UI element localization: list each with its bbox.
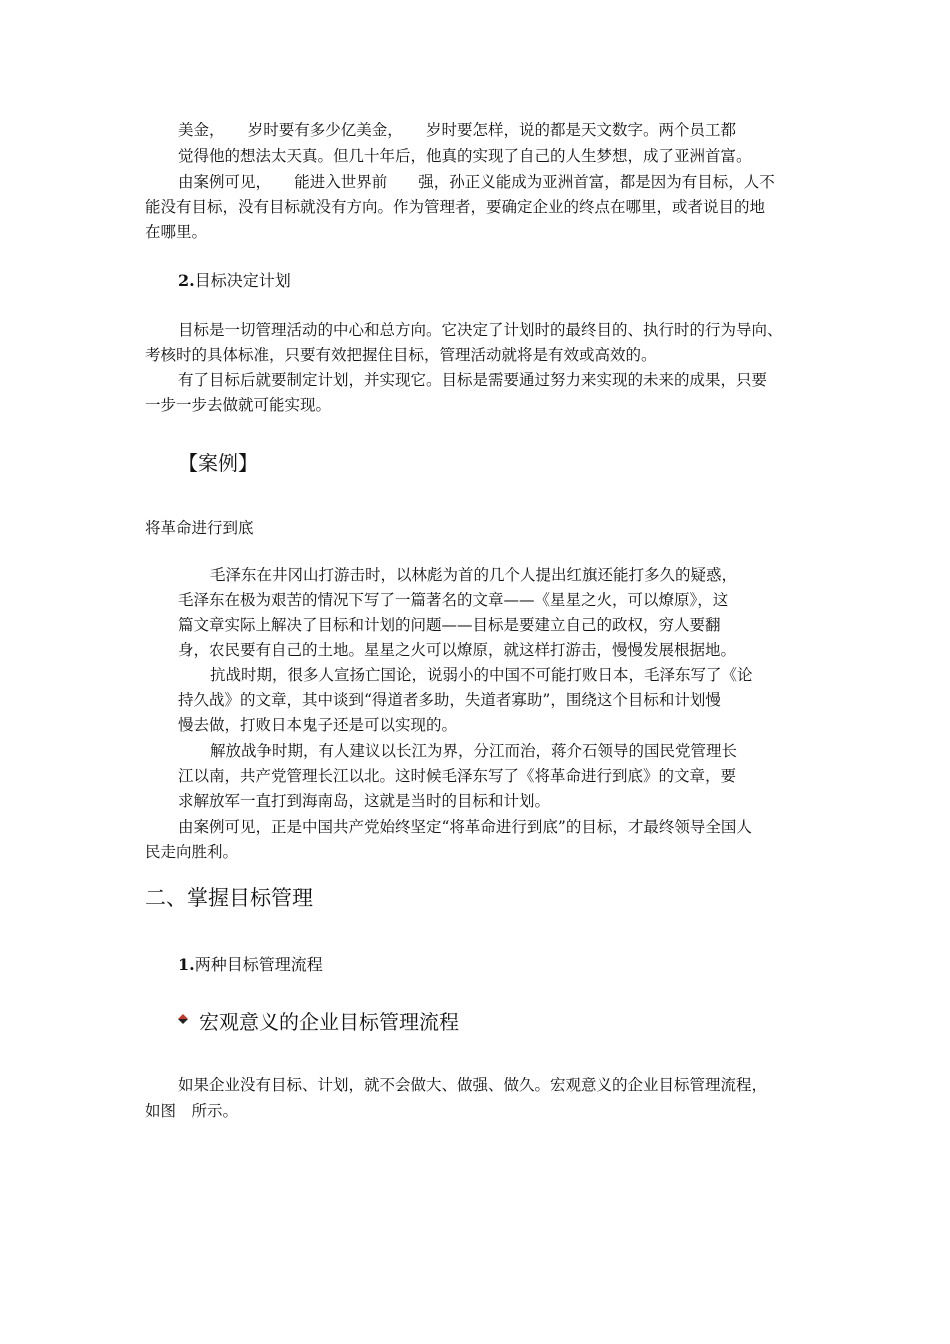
text-line: 慢去做，打败日本鬼子还是可以实现的。 [178, 716, 458, 734]
subheading-number: 1. [178, 955, 195, 974]
text-line: 能没有目标，没有目标就没有方向。作为管理者，要确定企业的终点在哪里，或者说目的地 [145, 198, 766, 216]
text-line: 解放战争时期，有人建议以长江为界，分江而治，蒋介石领导的国民党管理长 [210, 742, 738, 760]
subheading-text: 目标决定计划 [194, 271, 291, 290]
text-line: 美金， 岁时要有多少亿美金， 岁时要怎样，说的都是天文数字。两个员工都 [178, 121, 737, 139]
text-line: 由案例可见，正是中国共产党始终坚定“将革命进行到底”的目标，才最终领导全国人 [178, 818, 752, 836]
text-line: 身，农民要有自己的土地。星星之火可以燎原，就这样打游击，慢慢发展根据地。 [178, 641, 737, 659]
text-line: 如图 所示。 [145, 1102, 239, 1120]
case-heading: 【案例】 [178, 451, 258, 475]
section-heading: 二、掌握目标管理 [145, 886, 313, 910]
text-line: 持久战》的文章，其中谈到“得道者多助，失道者寡助”，围绕这个目标和计划慢 [178, 691, 721, 709]
text-line: 民走向胜利。 [145, 843, 239, 861]
text-line: 毛泽东在极为艰苦的情况下写了一篇著名的文章——《星星之火，可以燎原》，这 [178, 591, 729, 609]
text-line: 毛泽东在井冈山打游击时，以林彪为首的几个人提出红旗还能打多久的疑惑， [210, 566, 738, 584]
diamond-bullet-icon [178, 1014, 188, 1024]
case-title: 将革命进行到底 [145, 519, 254, 537]
text-line: 考核时的具体标准，只要有效把握住目标，管理活动就将是有效或高效的。 [145, 346, 657, 364]
text-line: 觉得他的想法太天真。但几十年后，他真的实现了自己的人生梦想，成了亚洲首富。 [178, 147, 752, 165]
text-line: 江以南，共产党管理长江以北。这时候毛泽东写了《将革命进行到底》的文章，要 [178, 767, 737, 785]
text-line: 有了目标后就要制定计划，并实现它。目标是需要通过努力来实现的未来的成果，只要 [178, 371, 768, 389]
text-line: 在哪里。 [145, 223, 208, 241]
bullet-heading: 宏观意义的企业目标管理流程 [199, 1010, 459, 1034]
text-line: 篇文章实际上解决了目标和计划的问题——目标是要建立自己的政权，穷人要翻 [178, 616, 721, 634]
subheading-goal-determines-plan [178, 268, 291, 291]
text-line: 如果企业没有目标、计划，就不会做大、做强、做久。宏观意义的企业目标管理流程， [178, 1076, 768, 1094]
subheading-two-processes [178, 952, 323, 975]
text-line: 一步一步去做就可能实现。 [145, 396, 332, 414]
subheading-number: 2. [178, 271, 195, 290]
subheading-text: 两种目标管理流程 [194, 955, 323, 974]
text-line: 目标是一切管理活动的中心和总方向。它决定了计划时的最终目的、执行时的行为导向、 [178, 321, 783, 339]
text-line: 求解放军一直打到海南岛，这就是当时的目标和计划。 [178, 792, 551, 810]
text-line: 由案例可见， 能进入世界前 强，孙正义能成为亚洲首富，都是因为有目标，人不 [178, 173, 775, 191]
text-line: 抗战时期，很多人宣扬亡国论，说弱小的中国不可能打败日本，毛泽东写了《论 [210, 666, 753, 684]
